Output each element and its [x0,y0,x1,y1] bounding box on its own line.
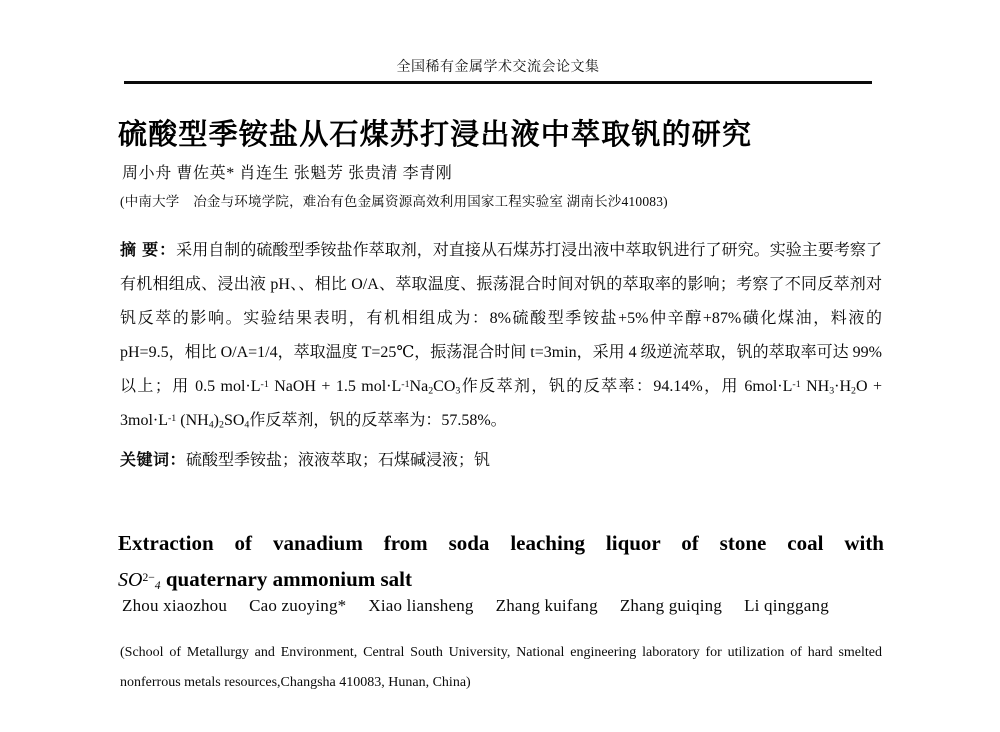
abstract-text-part-5: 作反萃剂，钒的反萃率为：57.58%。 [249,412,507,429]
nh3h2o-text-c: O [855,378,868,395]
abstract-text-part-2: NaOH + 1.5 mol·L [268,378,402,395]
abstract-text-part-4: + 3mol·L [120,378,882,429]
na2co3-text-a: Na [409,378,429,395]
author-name: Xiao liansheng [368,596,474,615]
keywords-label: 关键词： [120,452,187,469]
header-divider-rule [124,81,872,84]
english-title-line-1: Extraction of vanadium from soda leaching liquor of stone coal with [118,531,884,556]
formula-sodium-carbonate [410,378,461,395]
nh42so4-text-c: SO [223,412,245,429]
sulfate-base: SO [118,569,143,592]
affiliation-chinese: (中南大学 冶金与环境学院，难冶有色金属资源高效利用国家工程实验室 湖南长沙410083) [120,194,668,209]
affiliation-english: (School of Metallurgy and Environment, Central South University, National engineering laboratory for utilization of hard smelted nonferrous metals resources,Changsha 410083, Hunan, China) [120,645,882,690]
nh42so4-sub-b: 2 [218,419,224,431]
author-name: Zhang kuifang [495,596,598,615]
keywords-chinese [120,446,882,476]
nh3h2o-text-b: ·H [834,378,852,395]
sulfate-count: 4 [154,579,161,593]
formula-ammonium-sulfate [176,412,249,429]
abstract-sup-minus1-c: -1 [792,378,801,390]
abstract-sup-minus1-d: -1 [168,412,177,424]
nh42so4-text-b: ) [213,412,219,429]
abstract-label: 摘 要： [120,242,177,259]
nh42so4-sub-a: 4 [208,419,214,431]
page-title-chinese: 硫酸型季铵盐从石煤苏打浸出液中萃取钒的研究 [118,119,753,152]
abstract-text-part-3: 作反萃剂，钒的反萃率：94.14%，用 6mol·L [460,378,793,395]
running-header: 全国稀有金属学术交流会论文集 [396,60,600,75]
author-name: Zhou xiaozhou [122,596,228,615]
english-title-line-2 [118,561,884,598]
abstract-sup-minus1-a: -1 [260,378,269,390]
na2co3-sub-a: 2 [428,385,434,397]
author-name: Cao zuoying* [249,596,347,615]
authors-chinese: 周小舟 曹佐英* 肖连生 张魁芳 张贵清 李青刚 [122,165,453,182]
nh42so4-text-a: (NH [176,412,209,429]
nh3h2o-sub-b: 2 [851,385,856,397]
sulfate-formula [118,569,161,591]
abstract-sup-minus1-b: -1 [401,378,410,390]
nh3h2o-sub-a: 3 [829,385,835,397]
authors-english [122,596,882,616]
na2co3-sub-b: 3 [455,385,461,397]
na2co3-text-b: CO [433,378,456,395]
author-name: Li qinggang [744,596,829,615]
english-title-tail: quaternary ammonium salt [160,567,413,592]
abstract-chinese [120,234,882,438]
page-title-english [118,525,884,598]
formula-ammonia-hydrate [801,378,868,395]
keywords-value: 硫酸型季铵盐；液液萃取；石煤碱浸液；钒 [186,452,491,469]
abstract-text-part-1: 采用自制的硫酸型季铵盐作萃取剂，对直接从石煤苏打浸出液中萃取钒进行了研究。实验主要考察了有机相组成、浸出液 pH、、相比 O/A、萃取温度、振荡混合时间对钒的萃取率的影响；考察了不同反萃剂对钒反萃的影响。实验结果表明，有机相组成为：8%硫酸型季铵盐+5%仲辛醇+87%磺化煤油，料液的 pH=9.5，相比 O/A=1/4，萃取温度 T=25℃，振荡混合时间 t=3min，采用 4 级逆流萃取，钒的萃取率可达 99%以上；用 0.5 mol·L [120,242,882,395]
author-name: Zhang guiqing [619,596,723,615]
nh3h2o-text-a: NH [800,378,830,395]
nh42so4-sub-c: 4 [244,419,250,431]
sulfate-charge: 2− [142,571,155,585]
